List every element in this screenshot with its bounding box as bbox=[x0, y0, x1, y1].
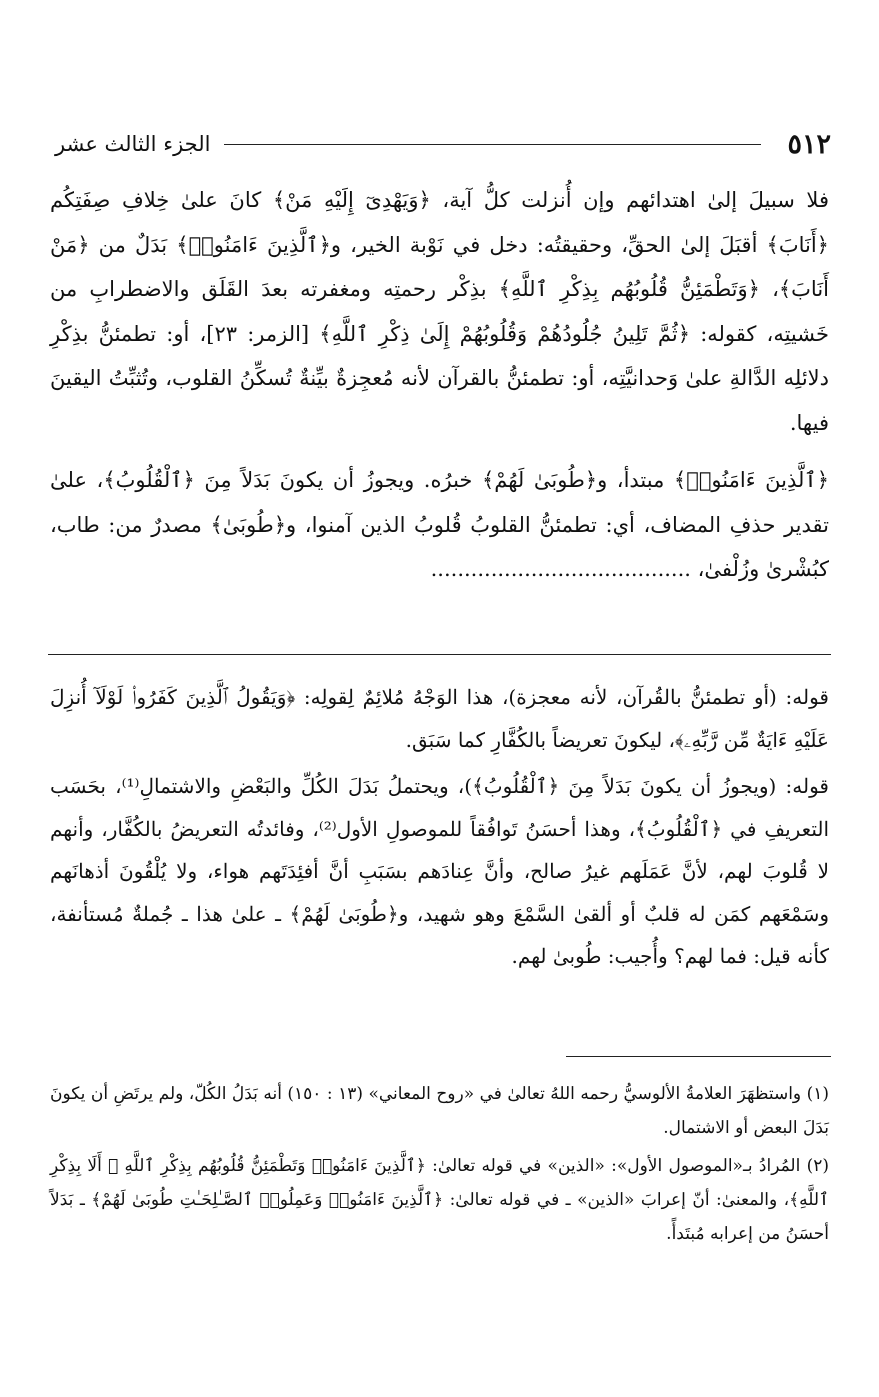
page-header bbox=[55, 122, 831, 166]
page-number: ٥١٢ bbox=[787, 128, 831, 160]
section-divider bbox=[48, 654, 831, 655]
commentary-text bbox=[50, 676, 829, 978]
header-rule bbox=[224, 144, 761, 145]
main-paragraph: ﴿ٱلَّذِينَ ءَامَنُوا۟﴾ مبتدأ، و﴿طُوبَىٰ لَهُمْ﴾ خبرُه. ويجوزُ أن يكونَ بَدَلاً مِنَ ﴿ٱلْقُلُوبُ﴾، علىٰ تقدير حذفِ المضاف، أي: تطمئنُّ القلوبُ قُلوبُ الذين آمنوا، و﴿طُوبَىٰ﴾ مصدرٌ من: طاب، كبُشْرىٰ وزُلْفىٰ، ....................................... bbox=[50, 468, 829, 581]
footnote-rule bbox=[566, 1056, 831, 1057]
main-paragraph: فلا سبيلَ إلىٰ اهتدائهم وإن أُنزلت كلُّ آية، ﴿وَيَهْدِىٓ إِلَيْهِ مَنْ﴾ كانَ علىٰ خِلافِ صِفَتِكُم ﴿أَنَابَ﴾ أقبَلَ إلىٰ الحقِّ، وحقيقتُه: دخل في نَوْبة الخير، و﴿ٱلَّذِينَ ءَامَنُوا۟﴾ بَدَلٌ من ﴿مَنْ أَنَابَ﴾، ﴿وَتَطْمَئِنُّ قُلُوبُهُم بِذِكْرِ ٱللَّهِ﴾ بذِكْر رحمتِه ومغفرته بعدَ القَلَق والاضطرابِ من خَشيتِه، كقوله: ﴿ثُمَّ تَلِينُ جُلُودُهُمْ وَقُلُوبُهُمْ إِلَىٰ ذِكْرِ ٱللَّهِ﴾ [الزمر: ٢٣]، أو: تطمئنُّ بذِكْرِ دلائلِه الدَّالةِ علىٰ وَحدانيَّتِه، أو: تطمئنُّ بالقرآن لأنه مُعجِزةٌ بيِّنةٌ تُسكِّنُ القلوب، وتُثبِّتُ اليقينَ فيها. bbox=[50, 188, 830, 435]
commentary-paragraph: قوله: (ويجوزُ أن يكونَ بَدَلاً مِنَ ﴿ٱلْقُلُوبُ﴾)، ويحتملُ بَدَلَ الكُلِّ والبَعْضِ والاشتمالِ⁽¹⁾، بحَسَب التعريفِ في ﴿ٱلْقُلُوبُ﴾، وهذا أحسَنُ تَوافُقاً للموصولِ الأول⁽²⁾، وفائدتُه التعريضُ بالكُفَّار، وأنهم لا قُلوبَ لهم، لأنَّ عَمَلَهم غيرُ صالح، وأنَّ عِنادَهم بسَبَبِ أنَّ أفئِدَتَهم هواء، ولا يُلْقُونَ أذهانَهم وسَمْعَهم كمَن له قلبٌ أو ألقىٰ السَّمْعَ وهو شهيد، و﴿طُوبَىٰ لَهُمْ﴾ ـ علىٰ هذا ـ جُملةٌ مُستأنفة، كأنه قيل: فما لهم؟ وأُجيب: طُوبىٰ لهم. bbox=[50, 774, 829, 968]
commentary-paragraph: قوله: (أو تطمئنُّ بالقُرآن، لأنه معجزة)، هذا الوَجْهُ مُلائِمٌ لِقولِه: ﴿وَيَقُولُ ٱلَّذِينَ كَفَرُوا۟ لَوْلَآ أُنزِلَ عَلَيْهِ ءَايَةٌ مِّن رَّبِّهِۦ﴾، ليكونَ تعريضاً بالكُفَّارِ كما سَبَق. bbox=[50, 685, 829, 752]
part-title: الجزء الثالث عشر bbox=[55, 132, 211, 156]
footnote: (١) واستظهَرَ العلامةُ الألوسيُّ رحمه اللهُ تعالىٰ في «روح المعاني» (١٣ : ١٥٠) أنه بَدَلُ الكُلّ، ولم يرتَضِ أن يكونَ بَدَلَ البعض أو الاشتمال. bbox=[50, 1084, 830, 1138]
main-text bbox=[50, 178, 829, 592]
footnotes bbox=[50, 1077, 829, 1251]
footnote: (٢) المُرادُ بـ«الموصول الأول»: «الذين» في قوله تعالىٰ: ﴿ٱلَّذِينَ ءَامَنُوا۟ وَتَطْمَئِنُّ قُلُوبُهُم بِذِكْرِ ٱللَّهِ ۗ أَلَا بِذِكْرِ ٱللَّهِ﴾، والمعنىٰ: أنّ إعرابَ «الذين» ـ في قوله تعالىٰ: ﴿ٱلَّذِينَ ءَامَنُوا۟ وَعَمِلُوا۟ ٱلصَّـٰلِحَـٰتِ طُوبَىٰ لَهُمْ﴾ ـ بَدَلاً أحسَنُ من إعرابه مُبتَدأً. bbox=[50, 1156, 829, 1244]
